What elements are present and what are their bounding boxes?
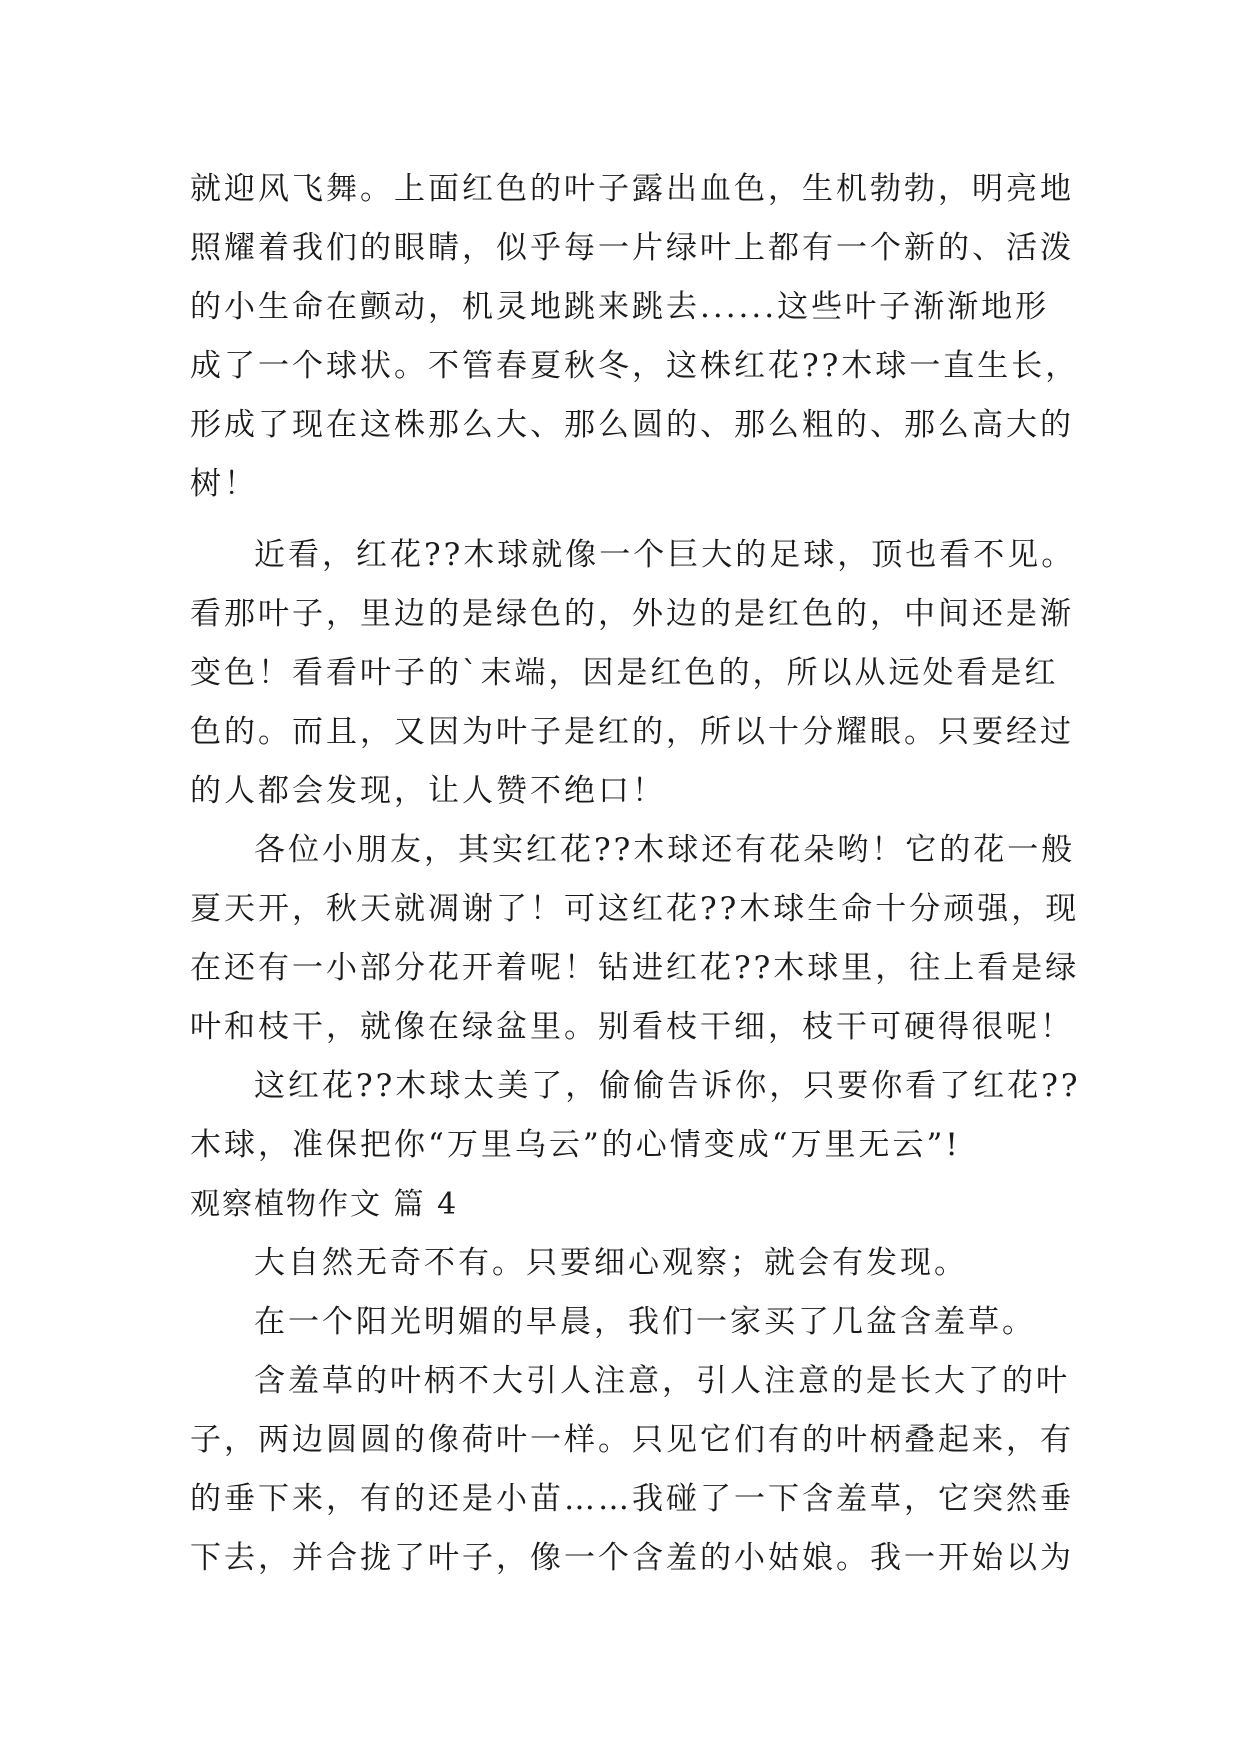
paragraph-line: 大自然无奇不有。只要细心观察；就会有发现。 [254,1245,968,1281]
paragraph-line: 的小生命在颤动，机灵地跳来跳去......这些叶子渐渐地形 [190,289,1050,325]
paragraph-line: 子，两边圆圆的像荷叶一样。只见它们有的叶柄叠起来，有 [190,1422,1074,1458]
document-body [190,160,1081,1588]
section-heading: 观察植物作文 篇 4 [190,1187,459,1222]
paragraph-line: 叶和枝干，就像在绿盆里。别看枝干细，枝干可硬得很呢！ [190,1009,1074,1045]
paragraph-line: 照耀着我们的眼睛，似乎每一片绿叶上都有一个新的、活泼 [190,230,1074,266]
paragraph-line: 的人都会发现，让人赞不绝口！ [190,773,666,809]
paragraph-line: 变色！看看叶子的`末端，因是红色的，所以从远处看是红 [190,655,1059,691]
paragraph-line: 就迎风飞舞。上面红色的叶子露出血色，生机勃勃，明亮地 [190,171,1074,207]
paragraph-line: 成了一个球状。不管春夏秋冬，这株红花??木球一直生长， [190,348,1080,384]
paragraph-line: 下去，并合拢了叶子，像一个含羞的小姑娘。我一开始以为 [190,1540,1074,1576]
paragraph-line: 形成了现在这株那么大、那么圆的、那么粗的、那么高大的 [190,407,1074,443]
paragraph-line: 色的。而且，又因为叶子是红的，所以十分耀眼。只要经过 [190,714,1074,750]
paragraph-line: 看那叶子，里边的是绿色的，外边的是红色的，中间还是渐 [190,596,1074,632]
paragraph-line: 各位小朋友，其实红花??木球还有花朵哟！它的花一般 [254,832,1076,868]
paragraph-line: 木球，准保把你“万里乌云”的心情变成“万里无云”! [190,1127,961,1163]
paragraph-line: 夏天开，秋天就凋谢了！可这红花??木球生命十分顽强，现 [190,891,1080,927]
paragraph-line: 树！ [190,466,258,502]
paragraph-line: 这红花??木球太美了，偷偷告诉你，只要你看了红花?? [254,1068,1081,1104]
paragraph-line: 在一个阳光明媚的早晨，我们一家买了几盆含羞草。 [254,1304,1036,1340]
paragraph-line: 的垂下来，有的还是小苗……我碰了一下含羞草，它突然垂 [190,1481,1074,1517]
paragraph-line: 在还有一小部分花开着呢！钻进红花??木球里，往上看是绿 [190,950,1080,986]
paragraph-line: 近看，红花??木球就像一个巨大的足球，顶也看不见。 [254,537,1076,573]
paragraph-line: 含羞草的叶柄不大引人注意，引人注意的是长大了的叶 [254,1363,1070,1399]
